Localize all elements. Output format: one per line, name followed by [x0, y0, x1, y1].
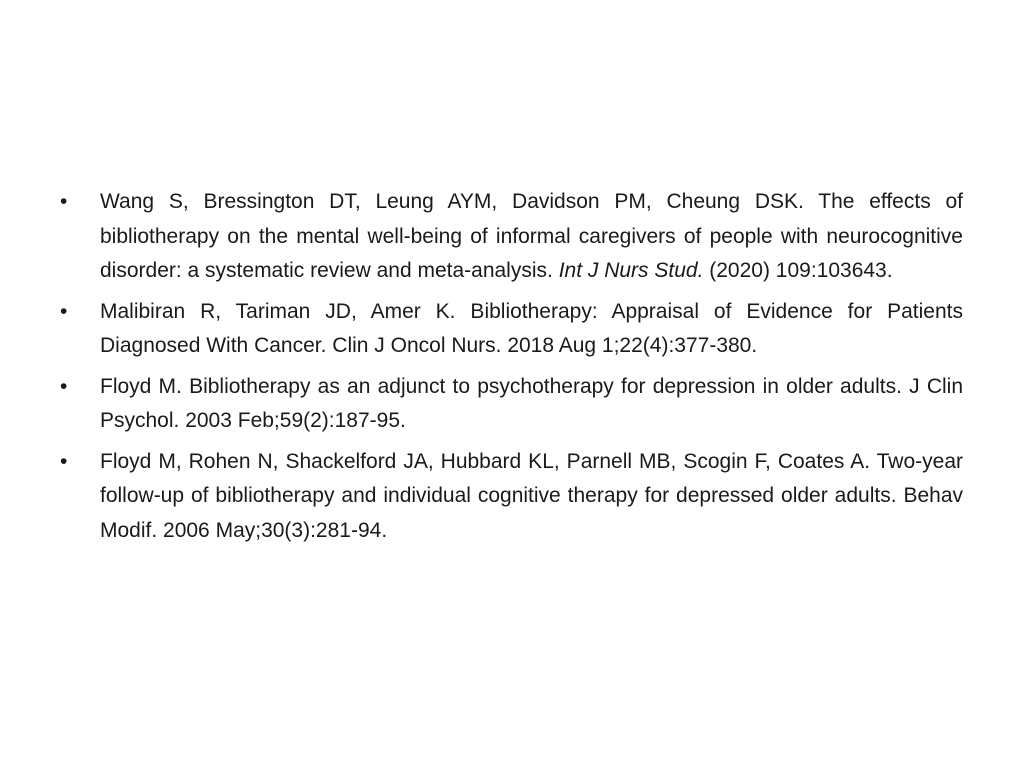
reference-list [60, 185, 963, 554]
reference-item-floyd-2006 [60, 445, 963, 549]
reference-text: Wang S, Bressington DT, Leung AYM, Davidson PM, Cheung DSK. The effects of bibliotherapy on the mental well-being of informal caregivers of people with neurocognitive disorder: a systematic review and meta-analysis. [100, 190, 963, 282]
reference-item-wang [60, 185, 963, 289]
bullet-icon: • [60, 449, 68, 473]
reference-text: Malibiran R, Tariman JD, Amer K. Bibliotherapy: Appraisal of Evidence for Patients Diagnosed With Cancer. Clin J Oncol Nurs. 2018 Aug 1;22(4):377-380. [100, 299, 963, 357]
reference-citation: (2020) 109:103643. [703, 259, 893, 282]
bullet-icon: • [60, 299, 68, 323]
reference-text: Floyd M, Rohen N, Shackelford JA, Hubbard KL, Parnell MB, Scogin F, Coates A. Two-year follow-up of bibliotherapy and individual cognitive therapy for depressed older adults. Behav Modif. 2006 May;30(3):281-94. [100, 449, 963, 542]
reference-text: Floyd M. Bibliotherapy as an adjunct to psychotherapy for depression in older adults. J Clin Psychol. 2003 Feb;59(2):187-95. [100, 374, 963, 432]
reference-item-floyd-2003 [60, 370, 963, 439]
bullet-icon: • [60, 190, 68, 213]
bullet-icon: • [60, 374, 68, 398]
journal-name: Int J Nurs Stud. [558, 259, 704, 282]
reference-item-malibiran [60, 295, 963, 364]
